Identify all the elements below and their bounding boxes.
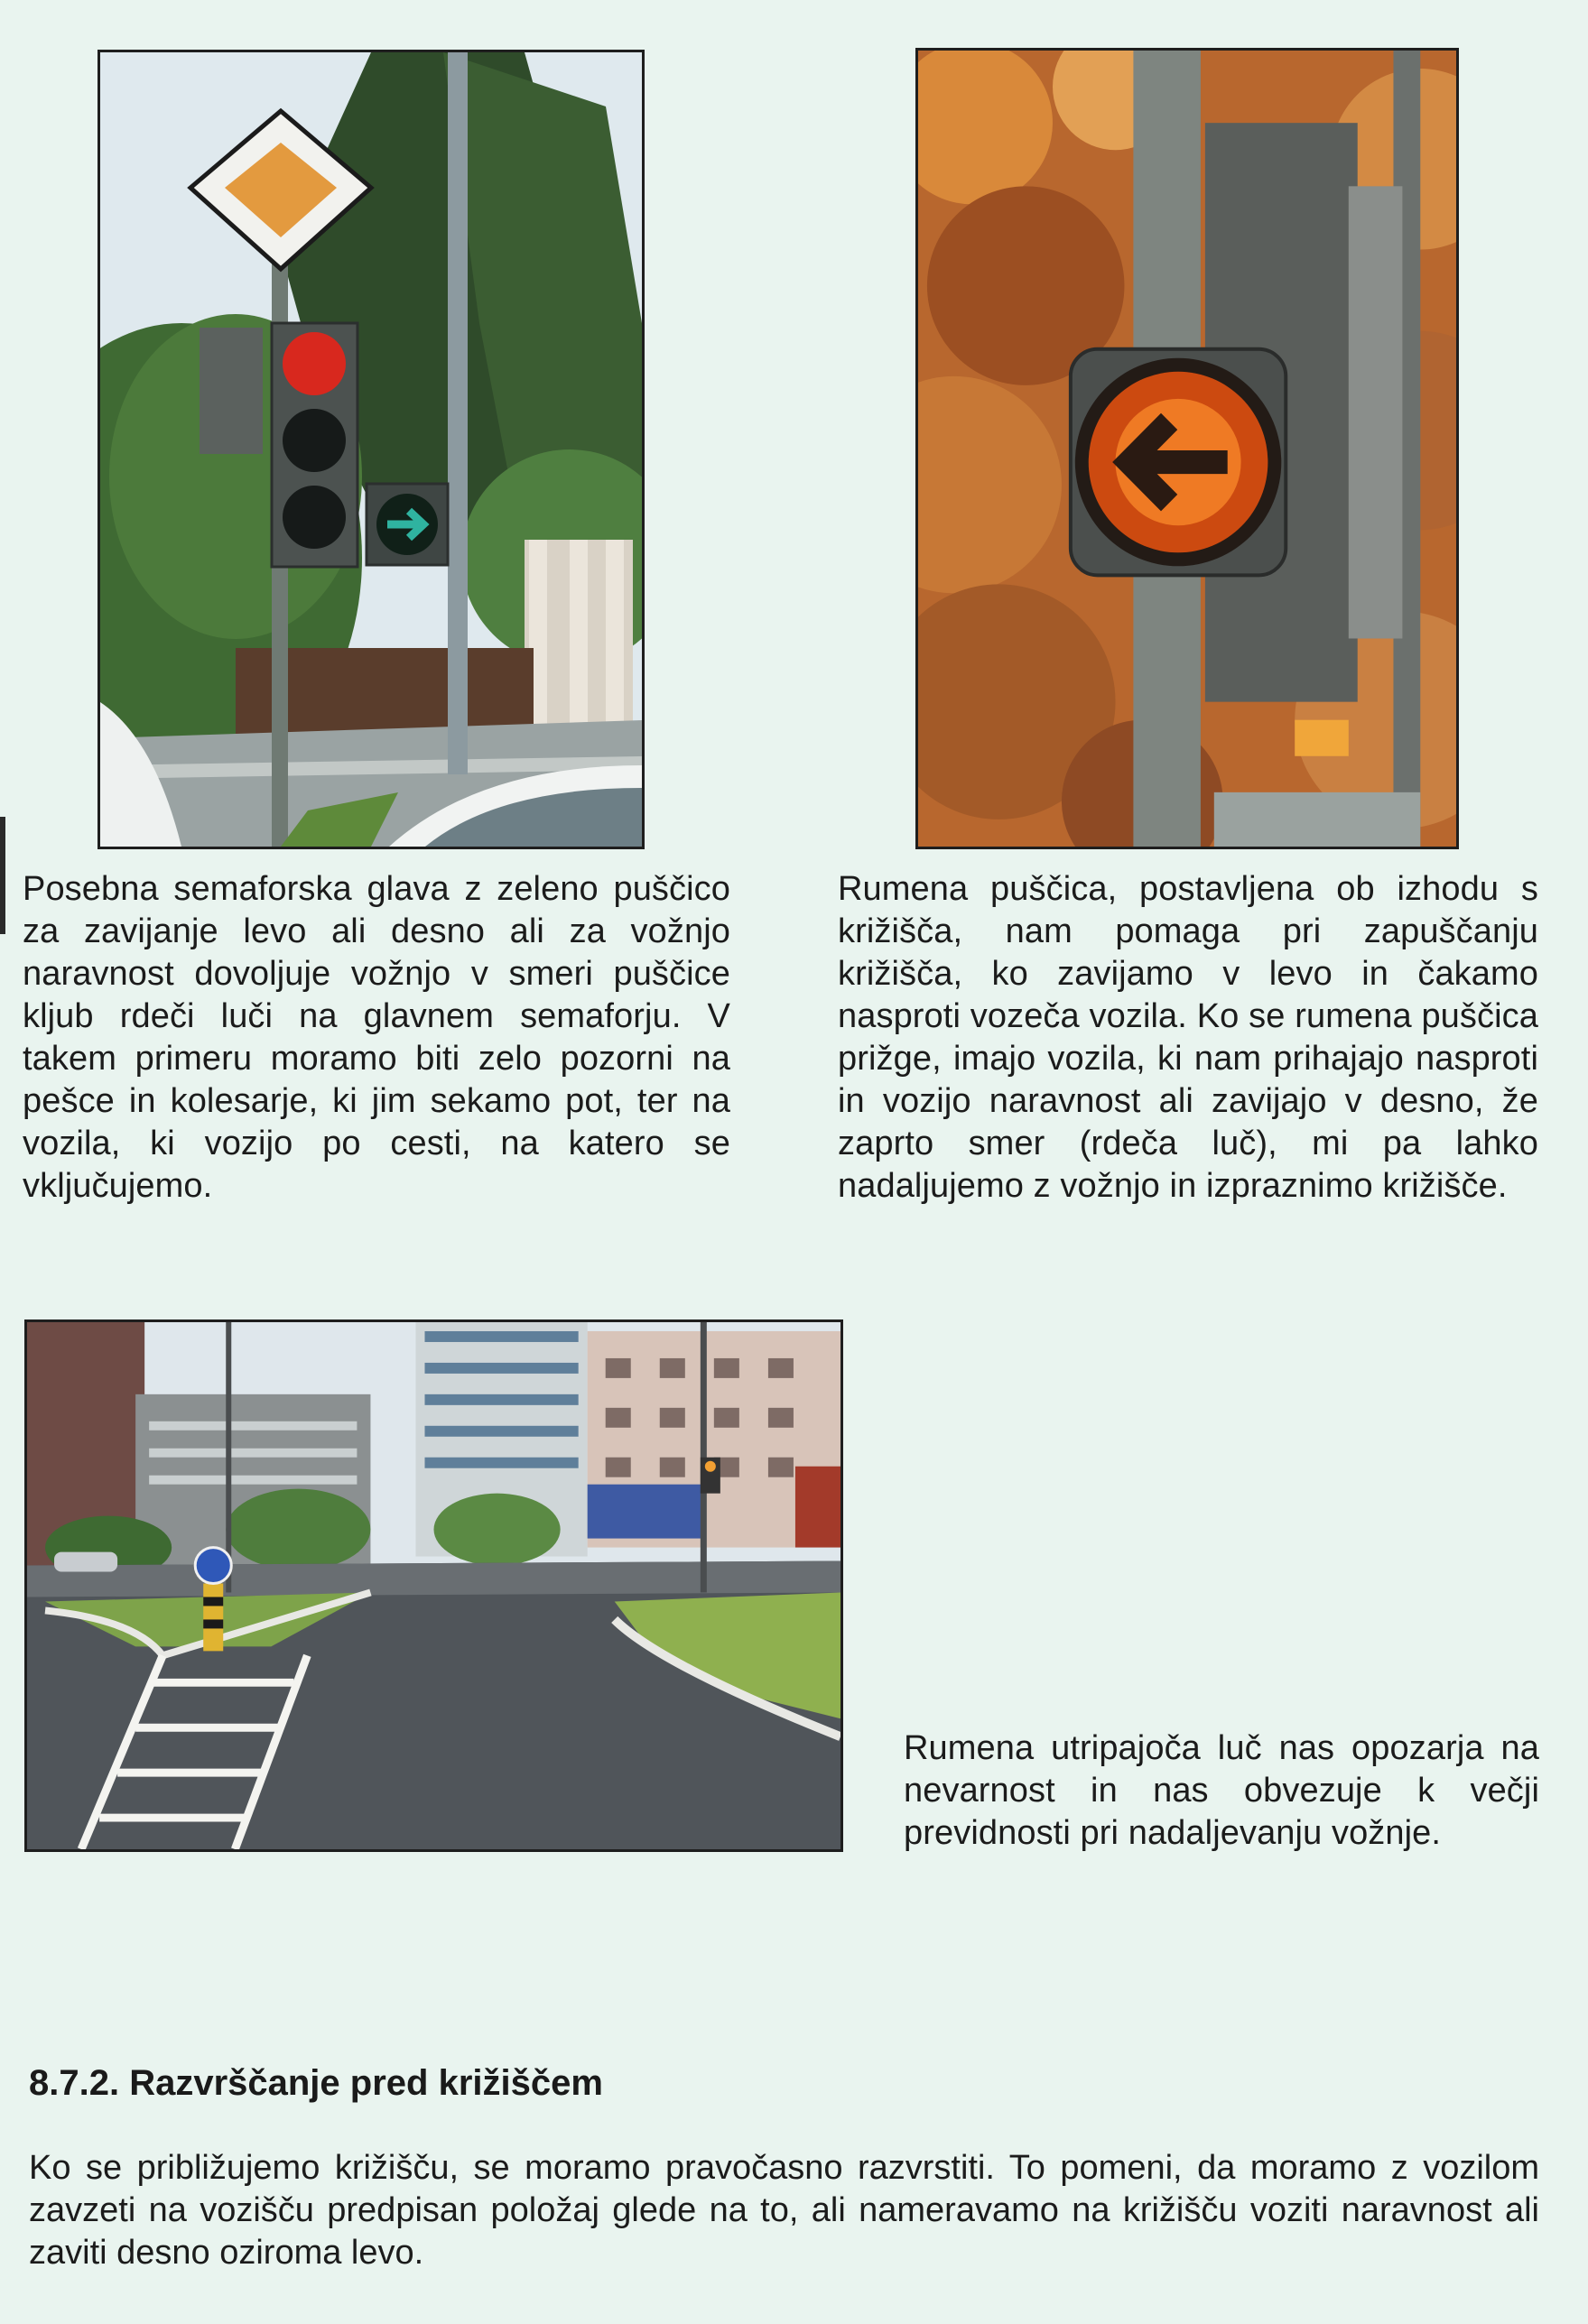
caption-blinking-amber: Rumena utripajoča luč nas opozarja na nevarnost in nas obvezuje k večji previdnosti pri nadaljevanju vožnje. (904, 1729, 1539, 1852)
caption-amber-arrow: Rumena puščica, postavljena ob izhodu s križišča, nam pomaga pri zapuščanju križišča, ko zavijamo v levo in čakamo nasproti vozeča vozila. Ko se rumena puščica prižge, imajo vozila, ki nam prihajajo nasproti in vozijo naravnost ali zavijajo v desno, že zaprto smer (rdeča luč), mi pa lahko nadaljujemo z vožnjo in izpraznimo križišče. (838, 870, 1538, 1205)
section-heading: 8.7.2. Razvrščanje pred križiščem (29, 2063, 603, 2103)
page-edge-mark (0, 817, 5, 934)
photo-traffic-light-green-arrow (98, 50, 645, 849)
photo-amber-arrow-signal (915, 48, 1459, 849)
caption-green-arrow: Posebna semaforska glava z zeleno puščico za zavijanje levo ali desno ali za vožnjo naravnost dovoljuje vožnjo v smeri puščice kljub rdeči luči na glavnem semaforju. V takem primeru moramo biti zelo pozorni na pešce in kolesarje, ki jim sekamo pot, ter na vozila, ki vozijo po cesti, na katero se vključujemo. (23, 870, 730, 1205)
section-body: Ko se približujemo križišču, se moramo pravočasno razvrstiti. To pomeni, da moramo z vozilom zavzeti na vozišču predpisan položaj glede na to, ali nameravamo na križišču voziti naravnost ali zaviti desno oziroma levo. (29, 2149, 1539, 2272)
photo-intersection-amber-blinking (24, 1319, 843, 1852)
